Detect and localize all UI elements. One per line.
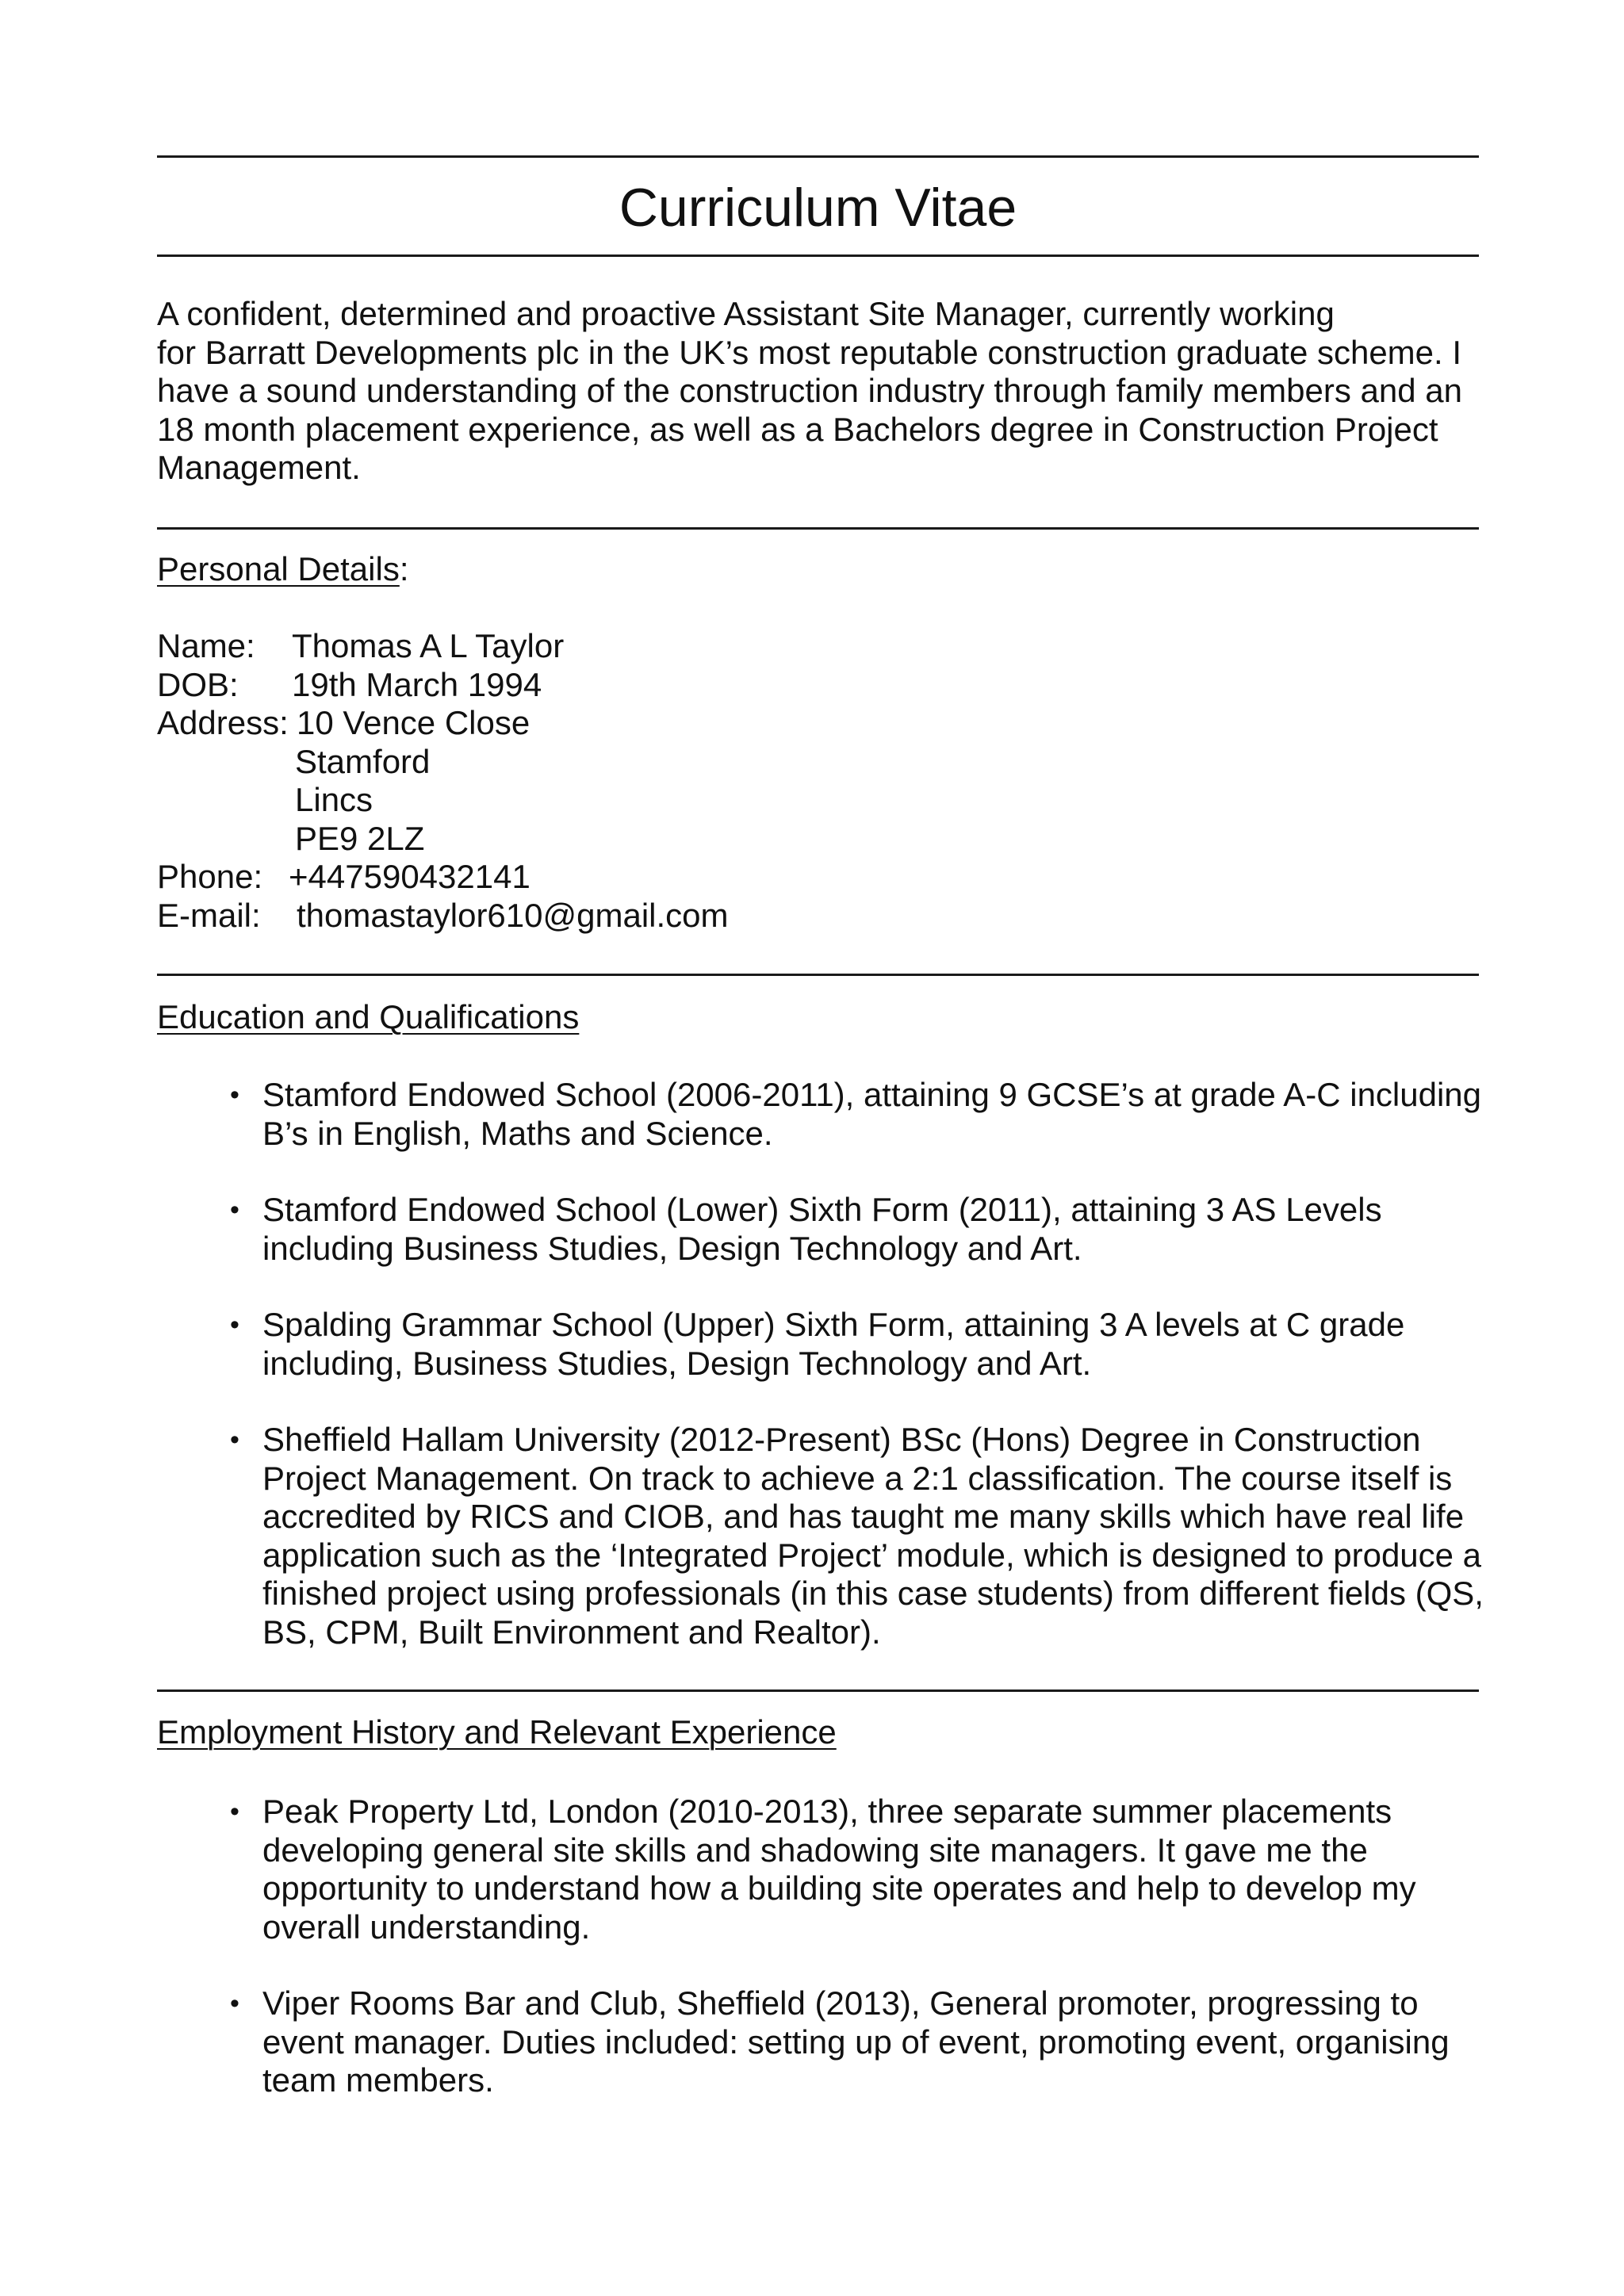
list-item — [157, 1076, 1482, 1153]
address-line: Stamford — [295, 742, 431, 780]
page-title: Curriculum Vitae — [619, 178, 1017, 238]
list-item — [157, 1793, 1479, 1946]
address-line: Lincs — [295, 781, 373, 818]
summary-line: Management. — [157, 449, 361, 486]
employment-heading: Employment History and Relevant Experience — [157, 1713, 837, 1751]
bullet: • — [230, 1988, 239, 2019]
phone-label: Phone: — [157, 858, 263, 895]
personal-details — [157, 627, 729, 935]
item-line: overall understanding. — [262, 1908, 591, 1946]
name-row — [157, 627, 729, 666]
education-heading: Education and Qualifications — [157, 998, 580, 1035]
bullet: • — [230, 1195, 239, 1225]
item-line: finished project using professionals (in this case students) from different fields (QS, — [262, 1575, 1484, 1612]
item-line: BS, CPM, Built Environment and Realtor). — [262, 1613, 881, 1651]
personal-details-heading-text: Personal Details — [157, 550, 400, 587]
dob-value: 19th March 1994 — [292, 665, 542, 703]
phone-row — [157, 858, 729, 897]
item-line: application such as the ‘Integrated Project’ module, which is designed to produce a — [262, 1536, 1482, 1574]
item-line: event manager. Duties included: setting up of event, promoting event, organising — [262, 2022, 1450, 2061]
item-line: Project Management. On track to achieve a 2:1 classification. The course itself is — [262, 1459, 1453, 1497]
employment-list — [157, 1793, 1479, 2138]
summary-line: 18 month placement experience, as well as a Bachelors degree in Construction Project — [157, 410, 1438, 448]
bullet: • — [230, 1425, 239, 1455]
summary-line: have a sound understanding of the construction industry through family members and an — [157, 372, 1462, 409]
address-line: PE9 2LZ — [295, 819, 425, 857]
top-rule — [157, 155, 1479, 158]
list-item — [157, 1191, 1479, 1268]
item-line: Stamford Endowed School (2006-2011), attaining 9 GCSE’s at grade A-C including — [262, 1076, 1482, 1113]
education-list — [157, 1076, 1484, 1689]
bullet: • — [230, 1310, 239, 1340]
section-rule — [157, 974, 1479, 976]
item-line: Stamford Endowed School (Lower) Sixth Form (2011), attaining 3 AS Levels — [262, 1191, 1382, 1228]
item-line: Peak Property Ltd, London (2010-2013), three separate summer placements — [262, 1793, 1392, 1830]
name-value: Thomas A L Taylor — [292, 627, 565, 664]
phone-value: +447590432141 — [289, 858, 530, 895]
section-rule — [157, 527, 1479, 530]
item-line: Viper Rooms Bar and Club, Sheffield (2013), General promoter, progressing to — [262, 1984, 1419, 2022]
list-item — [157, 1984, 1479, 2100]
heading-colon: : — [399, 550, 409, 587]
email-label: E-mail: — [157, 896, 261, 934]
address-row — [157, 704, 729, 743]
item-line: developing general site skills and shadowing site managers. It gave me the — [262, 1831, 1368, 1869]
dob-row — [157, 666, 729, 705]
item-line: team members. — [262, 2061, 494, 2099]
item-line: Spalding Grammar School (Upper) Sixth Form, attaining 3 A levels at C grade — [262, 1306, 1405, 1343]
bullet: • — [230, 1797, 239, 1827]
personal-details-heading — [157, 550, 408, 589]
name-label: Name: — [157, 627, 255, 664]
item-line: opportunity to understand how a building site operates and help to develop my — [262, 1869, 1416, 1907]
item-line: including, Business Studies, Design Technology and Art. — [262, 1344, 1092, 1382]
email-row — [157, 897, 729, 936]
summary-line: A confident, determined and proactive Assistant Site Manager, currently working — [157, 295, 1335, 332]
address-line: 10 Vence Close — [297, 704, 530, 741]
list-item — [157, 1421, 1484, 1651]
item-line: accredited by RICS and CIOB, and has taught me many skills which have real life — [262, 1498, 1465, 1535]
section-rule — [157, 1689, 1479, 1692]
dob-label: DOB: — [157, 665, 239, 703]
title-rule — [157, 254, 1479, 257]
item-line: including Business Studies, Design Technology and Art. — [262, 1229, 1082, 1267]
address-label: Address: — [157, 704, 289, 741]
item-line: Sheffield Hallam University (2012-Present) BSc (Hons) Degree in Construction — [262, 1421, 1421, 1458]
bullet: • — [230, 1080, 239, 1110]
email-value: thomastaylor610@gmail.com — [297, 896, 729, 934]
profile-summary — [157, 295, 1479, 488]
list-item — [157, 1306, 1479, 1383]
item-line: B’s in English, Maths and Science. — [262, 1114, 773, 1152]
summary-line: for Barratt Developments plc in the UK’s most reputable construction graduate scheme. I — [157, 333, 1462, 371]
